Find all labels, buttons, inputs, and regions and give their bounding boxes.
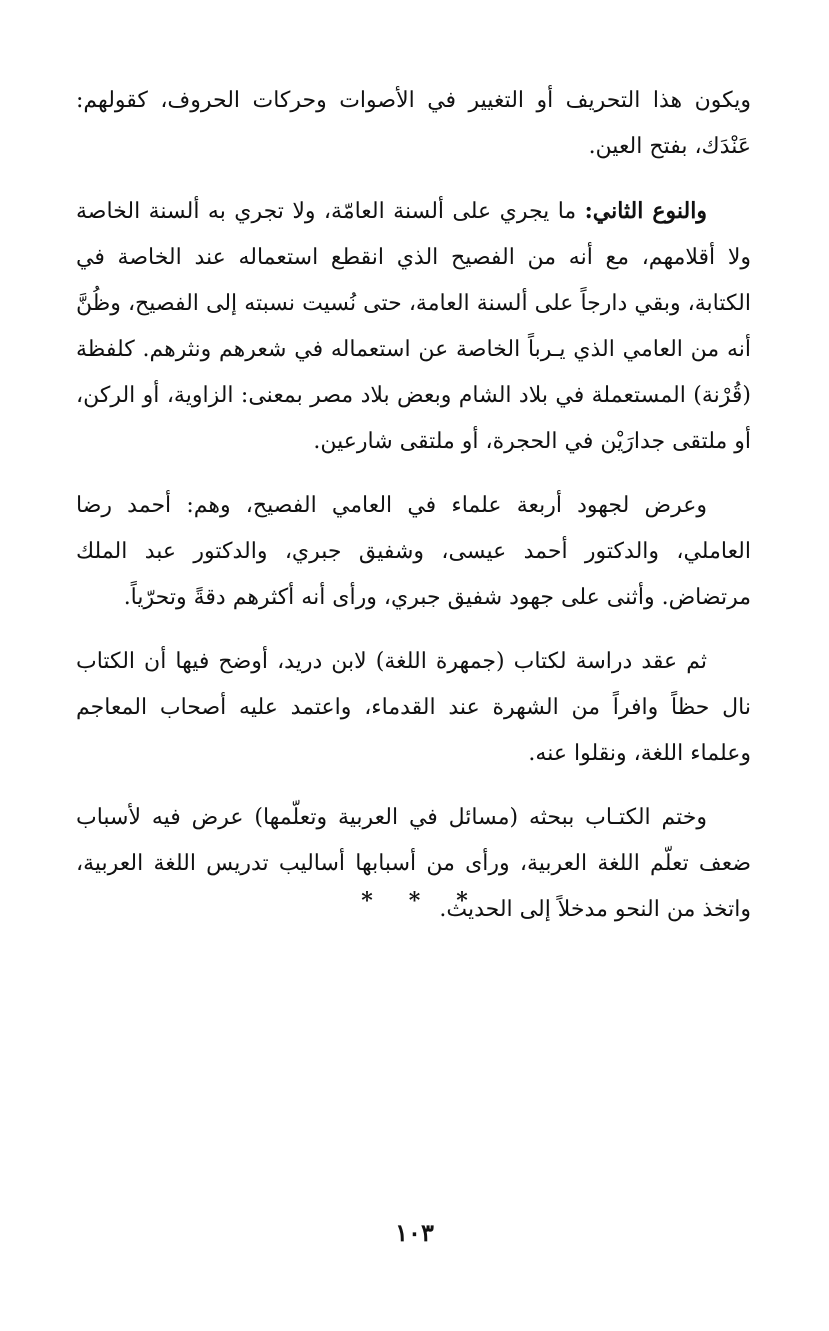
paragraph-1-text: ويكون هذا التحريف أو التغيير في الأصوات وحركات الحروف، كقولهم: عَنْدَك، بفتح العين. xyxy=(76,88,751,159)
paragraph-3 xyxy=(76,483,751,621)
paragraph-2-lead: والنوع الثاني: xyxy=(584,198,707,224)
page-number: ١٠٣ xyxy=(395,1218,434,1247)
paragraph-2-text: ما يجري على ألسنة العامّة، ولا تجري به ألسنة الخاصة ولا أقلامهم، مع أنه من الفصيح الذي انقطع استعماله عند الخاصة في الكتابة، وبقي دارجاً على ألسنة العامة، حتى نُسيت نسبته إلى الفصيح، وظُنَّ أنه من العامي الذي يـرباً الخاصة عن استعماله في شعرهم ونثرهم. كلفظة (قُرْنة) المستعملة في بلاد الشام وبعض بلاد مصر بمعنى: الزاوية، أو الركن، أو ملتقى جدارَيْن في الحجرة، أو ملتقى شارعين. xyxy=(76,199,752,454)
body-text xyxy=(76,78,751,951)
paragraph-2 xyxy=(76,188,751,465)
paragraph-4 xyxy=(76,639,751,777)
paragraph-1 xyxy=(76,78,751,170)
section-separator: *** xyxy=(361,888,504,914)
paragraph-4-text: ثم عقد دراسة لكتاب (جمهرة اللغة) لابن دريد، أوضح فيها أن الكتاب نال حظاً وافراً من الشهرة عند القدماء، واعتمد عليه أصحاب المعاجم وعلماء اللغة، ونقلوا عنه. xyxy=(76,649,751,766)
paragraph-3-text: وعرض لجهود أربعة علماء في العامي الفصيح، وهم: أحمد رضا العاملي، والدكتور أحمد عيسى، وشفيق جبري، والدكتور عبد الملك مرتضاض. وأثنى على جهود شفيق جبري، ورأى أنه أكثرهم دقةً وتحرّياً. xyxy=(76,493,751,610)
paragraph-5-text: وختم الكتـاب ببحثه (مسائل في العربية وتعلّمها) عرض فيه لأسباب ضعف تعلّم اللغة العربية، ورأى من أسبابها أساليب تدريس اللغة العربية، واتخذ من النحو مدخلاً إلى الحديث. xyxy=(76,805,751,922)
